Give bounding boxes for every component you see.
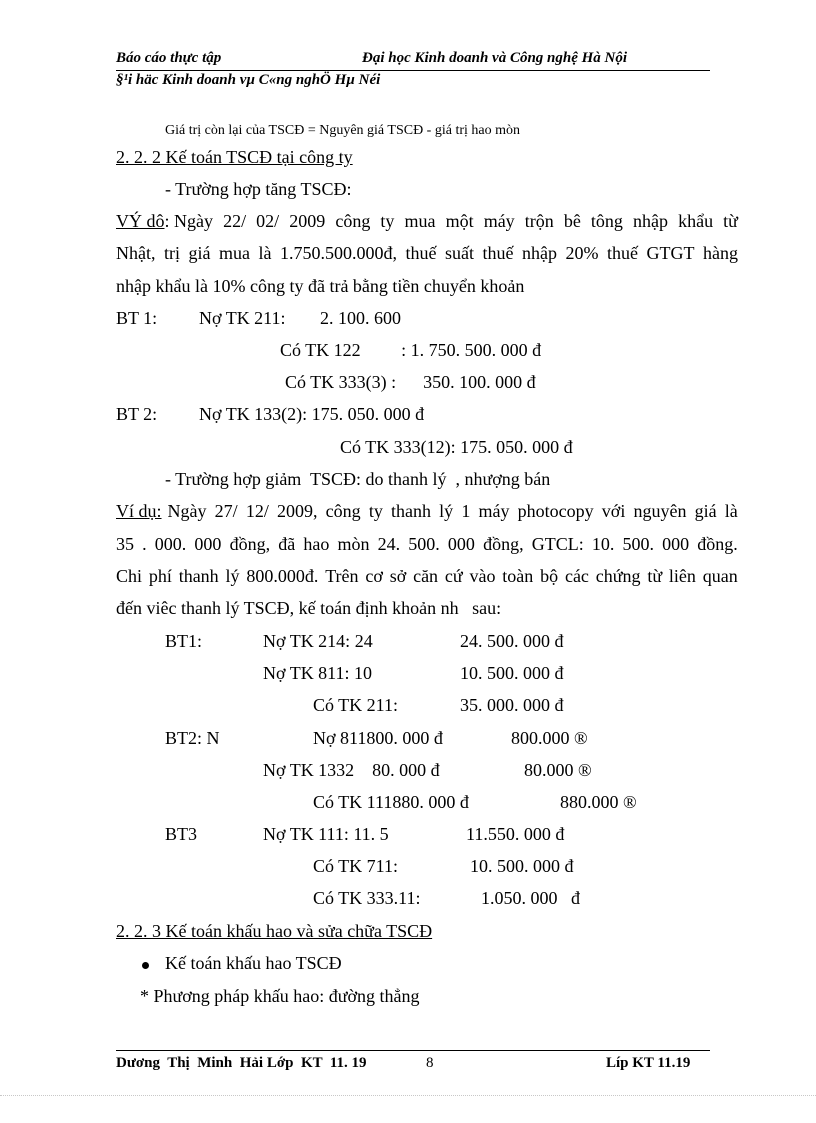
entry2-row2-account: Nợ TK 1332 80. 000 đ <box>263 760 440 780</box>
formula-text: Giá trị còn lại của TSCĐ = Nguyên giá TSCĐ - giá trị hao mòn <box>165 123 520 138</box>
word: Nhật, <box>116 243 156 263</box>
case-decrease: - Trường hợp giảm TSCĐ: do thanh lý , nhượng bán <box>165 469 551 489</box>
bt1-label: BT 1: <box>116 308 158 328</box>
entry3-row2-amount: 10. 500. 000 đ <box>470 856 574 876</box>
word: 2009, <box>277 501 318 521</box>
page-edge-divider <box>0 1095 816 1096</box>
word: nhập <box>522 243 557 263</box>
word: khẩu <box>678 211 714 231</box>
bt2-debit: Nợ TK 133(2): 175. 050. 000 đ <box>199 404 425 424</box>
word: . <box>142 534 147 554</box>
word: trị <box>164 243 180 263</box>
word: thuế <box>607 243 638 263</box>
word: toàn <box>502 566 534 586</box>
word: đã <box>278 534 296 554</box>
word: ty <box>380 211 395 231</box>
entry3-row1-amount: 11.550. 000 đ <box>466 824 565 844</box>
word: 000 <box>194 534 222 554</box>
word: cơ <box>365 566 383 586</box>
word: 500. <box>622 534 654 554</box>
entry1-row2-account: Nợ TK 811: 10 <box>263 663 373 683</box>
word: photocopy <box>517 501 594 521</box>
word: thuế <box>405 243 437 263</box>
entry1-row1-amount: 24. 500. 000 đ <box>460 631 564 651</box>
entry1-row3-amount: 35. 000. 000 đ <box>460 695 564 715</box>
word: thanh <box>178 566 219 586</box>
case-increase: - Trường hợp tăng TSCĐ: <box>165 179 352 199</box>
page-number: 8 <box>426 1055 434 1071</box>
entry2-row3-account: Có TK 111880. 000 đ <box>313 792 469 812</box>
section-heading-222: 2. 2. 2 Kế toán TSCĐ tại công ty <box>116 147 353 167</box>
word: máy <box>478 501 510 521</box>
example2-line1-words <box>168 501 738 522</box>
example1-line2 <box>116 243 738 264</box>
entry2-row1-account: Nợ 811800. 000 đ <box>313 728 443 748</box>
word: 20% <box>565 243 599 263</box>
word: đồng, <box>229 534 271 554</box>
word: lý <box>225 566 240 586</box>
word: cứ <box>444 566 463 586</box>
bt1-credit-2: Có TK 333(3) : 350. 100. 000 đ <box>285 372 536 392</box>
word: hao <box>303 534 330 554</box>
word: 000. <box>154 534 187 554</box>
bt1-debit-amount: 2. 100. 600 <box>320 308 401 328</box>
word: Chi <box>116 566 143 586</box>
word: suất <box>445 243 474 263</box>
word: tông <box>590 211 623 231</box>
example2-line4: đến viêc thanh lý TSCĐ, kế toán định khoản nh sau: <box>116 598 502 618</box>
word: 35 <box>116 534 134 554</box>
word: là <box>724 501 738 521</box>
word: đồng. <box>697 534 738 554</box>
word: vào <box>469 566 496 586</box>
word: thuế <box>482 243 514 263</box>
word: 02/ <box>256 211 280 231</box>
example2-line3 <box>116 566 738 587</box>
footer-rule <box>116 1050 710 1051</box>
word: sở <box>389 566 407 586</box>
word: đồng, <box>483 534 524 554</box>
word: công <box>335 211 371 231</box>
section-heading-223: 2. 2. 3 Kế toán khấu hao và sửa chữa TSCĐ <box>116 921 433 941</box>
bt1-credit-1: Có TK 122 : 1. 750. 500. 000 đ <box>280 340 542 360</box>
word: máy <box>483 211 515 231</box>
word: 1.750.500.000đ, <box>280 243 397 263</box>
example1-line1-words <box>165 211 739 232</box>
example1-label: VÝ dô <box>116 211 165 231</box>
entry1-row1-account: Nợ TK 214: 24 <box>263 631 373 651</box>
example1-line3: nhập khẩu là 10% công ty đã trả bằng tiền chuyển khoản <box>116 276 525 296</box>
example2-line1 <box>116 501 738 522</box>
word: giá <box>188 243 211 263</box>
word: ty <box>368 501 383 521</box>
word: liên <box>668 566 696 586</box>
entry3-row1-account: Nợ TK 111: 11. 5 <box>263 824 389 844</box>
word: từ <box>723 211 738 231</box>
word: GTCL: <box>531 534 584 554</box>
method-text: * Phương pháp khấu hao: đường thẳng <box>140 986 420 1006</box>
word: trộn <box>524 211 554 231</box>
header-rule <box>116 70 710 71</box>
footer-right: Líp KT 11.19 <box>606 1055 691 1071</box>
word: là <box>258 243 272 263</box>
word: chứng <box>595 566 641 586</box>
word: bộ <box>540 566 559 586</box>
word: 10. <box>591 534 615 554</box>
word: phí <box>148 566 172 586</box>
word: 000 <box>662 534 690 554</box>
header-right: Đại học Kinh doanh và Công nghệ Hà Nội <box>362 50 628 66</box>
word: nguyên <box>633 501 687 521</box>
example2-label: Ví dụ: <box>116 501 162 521</box>
word: 12/ <box>245 501 269 521</box>
word: nhập <box>633 211 669 231</box>
entry2-label: BT2: N <box>165 728 220 748</box>
word: 800.000đ. <box>246 566 319 586</box>
entry3-label: BT3 <box>165 824 198 844</box>
word: mua <box>219 243 250 263</box>
word: mòn <box>337 534 370 554</box>
word: 27/ <box>214 501 238 521</box>
word: công <box>325 501 361 521</box>
word: với <box>601 501 626 521</box>
word: thanh <box>391 501 431 521</box>
word: Ngày <box>167 501 207 521</box>
word: lý <box>439 501 454 521</box>
entry1-row2-amount: 10. 500. 000 đ <box>460 663 564 683</box>
entry1-row3-account: Có TK 211: <box>313 695 399 715</box>
entry2-row1-amount: 800.000 ® <box>511 728 588 748</box>
word: từ <box>647 566 663 586</box>
word: giá <box>694 501 717 521</box>
word: 22/ <box>223 211 247 231</box>
word: Trên <box>325 566 359 586</box>
entry1-label: BT1: <box>165 631 203 651</box>
bt2-label: BT 2: <box>116 404 158 424</box>
word: 000 <box>447 534 475 554</box>
entry3-row3-account: Có TK 333.11: <box>313 888 421 908</box>
word: 1 <box>461 501 471 521</box>
word: mua <box>404 211 436 231</box>
word: bê <box>563 211 581 231</box>
bullet-item: Kế toán khấu hao TSCĐ <box>165 953 342 973</box>
word: 500. <box>408 534 440 554</box>
entry3-row3-amount: 1.050. 000 đ <box>481 888 580 908</box>
bt2-credit: Có TK 333(12): 175. 050. 000 đ <box>340 437 573 457</box>
word: các <box>564 566 589 586</box>
word: căn <box>413 566 439 586</box>
word: GTGT <box>646 243 695 263</box>
footer-left: Dương Thị Minh Hải Lớp KT 11. 19 <box>116 1055 367 1071</box>
word: hàng <box>703 243 738 263</box>
word: 2009 <box>289 211 326 231</box>
example2-line2 <box>116 534 738 555</box>
word: quan <box>702 566 738 586</box>
entry3-row2-account: Có TK 711: <box>313 856 399 876</box>
entry2-row2-amount: 80.000 ® <box>524 760 592 780</box>
header-line2: §¹i häc Kinh doanh vµ C«ng nghÖ Hµ Néi <box>116 72 381 88</box>
bt1-debit: Nợ TK 211: <box>199 308 286 328</box>
example1-line1 <box>116 211 738 232</box>
word: : Ngày <box>164 211 213 231</box>
bullet-dot <box>142 962 149 969</box>
word: 24. <box>377 534 401 554</box>
entry2-row3-amount: 880.000 ® <box>560 792 637 812</box>
header-left: Báo cáo thực tập <box>116 50 222 66</box>
word: một <box>445 211 474 231</box>
